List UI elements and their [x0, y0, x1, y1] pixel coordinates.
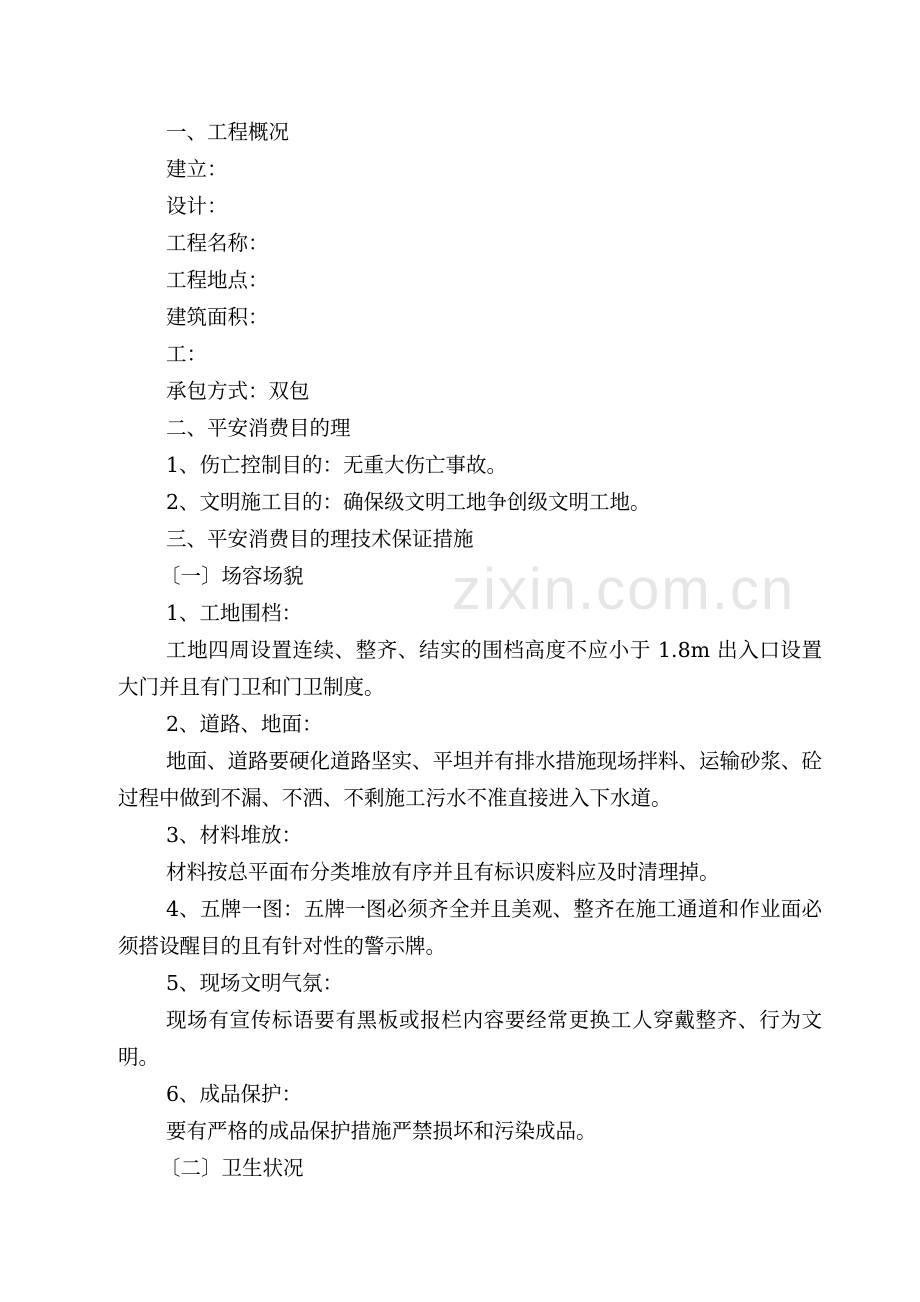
- item-4: 4、五牌一图：五牌一图必须齐全并且美观、整齐在施工通道和作业面必须搭设醒目的且有针对性的警示牌。: [118, 897, 822, 958]
- goal-casualty: 1、伤亡控制目的：无重大伤亡事故。: [166, 453, 508, 477]
- field-building-area: 建筑面积：: [166, 305, 269, 329]
- item-body-6: 要有严格的成品保护措施严禁损坏和污染成品。: [166, 1119, 597, 1143]
- section-heading-1: 一、工程概况: [166, 120, 289, 144]
- subsection-heading-2: 〔二〕卫生状况: [160, 1156, 304, 1180]
- field-project-location: 工程地点：: [166, 268, 269, 292]
- document-body: [118, 114, 822, 1187]
- item-heading-1: 1、工地围档：: [166, 601, 303, 625]
- item-body-3: 材料按总平面布分类堆放有序并且有标识废料应及时清理掉。: [166, 860, 720, 884]
- section-heading-2: 二、平安消费目的理: [166, 416, 351, 440]
- item-body-2: 地面、道路要硬化道路坚实、平坦并有排水措施现场拌料、运输砂浆、砼过程中做到不漏、不洒、不剩施工污水不准直接进入下水道。: [118, 749, 822, 810]
- item-heading-5: 5、现场文明气氛：: [166, 971, 344, 995]
- goal-civilized: 2、文明施工目的：确保级文明工地争创级文明工地。: [166, 490, 651, 514]
- field-builder: 建立：: [166, 157, 228, 181]
- section-heading-3: 三、平安消费目的理技术保证措施: [166, 527, 474, 551]
- item-body-5: 现场有宣传标语要有黑板或报栏内容要经常更换工人穿戴整齐、行为文明。: [118, 1008, 822, 1069]
- field-construction: 工：: [166, 342, 207, 366]
- field-designer: 设计：: [166, 194, 228, 218]
- item-heading-3: 3、材料堆放：: [166, 823, 303, 847]
- item-heading-2: 2、道路、地面：: [166, 712, 323, 736]
- subsection-heading-1: 〔一〕场容场貌: [160, 564, 304, 588]
- item-heading-6: 6、成品保护：: [166, 1082, 303, 1106]
- watermark: zixin.com.cn: [452, 557, 796, 622]
- item-body-1: 工地四周设置连续、整齐、结实的围档高度不应小于 1.8m 出入口设置大门并且有门卫和门卫制度。: [118, 638, 822, 699]
- field-contract-type: 承包方式：双包: [166, 379, 310, 403]
- field-project-name: 工程名称：: [166, 231, 269, 255]
